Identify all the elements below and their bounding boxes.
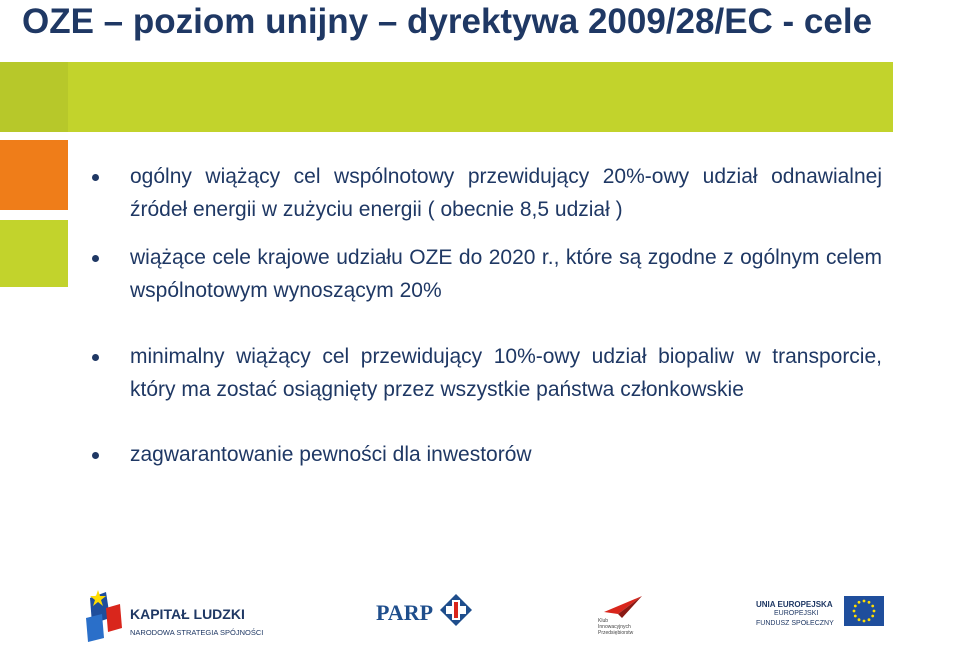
bullet-text: wiążące cele krajowe udziału OZE do 2020 r., które są zgodne z ogólnym celem wspólnotowym wynoszącym 20% [130, 246, 882, 302]
kapital-ludzki-emblem-icon [80, 588, 124, 644]
parp-emblem-icon [438, 592, 474, 628]
bullet-item [92, 160, 882, 226]
footer-logos [0, 580, 960, 649]
bullet-dot-icon [92, 452, 99, 459]
slide-title: OZE – poziom unijny – dyrektywa 2009/28/EC - cele [22, 2, 873, 41]
eu-line2: EUROPEJSKI [774, 610, 819, 617]
eu-line1: UNIA EUROPEJSKA [756, 600, 833, 609]
bullet-text: minimalny wiążący cel przewidujący 10%-owy udział biopaliw w transporcie, który ma zostać osiągnięty przez wszystkie państwa członkowskie [130, 345, 882, 401]
kapital-ludzki-subtitle: NARODOWA STRATEGIA SPÓJNOŚCI [130, 628, 264, 637]
bullet-dot-icon [92, 255, 99, 262]
green-side-block [0, 220, 68, 287]
bullet-dot-icon [92, 354, 99, 361]
orange-side-block [0, 140, 68, 210]
bullet-item [92, 438, 882, 471]
klub-text: Klub Innowacyjnych Przedsiębiorstw [598, 618, 634, 636]
klub-logo [598, 592, 648, 640]
eu-line3: FUNDUSZ SPOŁECZNY [756, 620, 834, 627]
eu-logo [756, 592, 886, 638]
eu-flag-icon [844, 596, 884, 626]
paper-plane-icon [600, 592, 644, 618]
green-header-band [0, 62, 893, 132]
green-header-band-accent [0, 62, 68, 132]
bullet-text: ogólny wiążący cel wspólnotowy przewidujący 20%-owy udział odnawialnej źródeł energii w zużyciu energii ( obecnie 8,5 udział ) [130, 165, 882, 221]
kapital-ludzki-logo [80, 588, 280, 644]
bullet-list [92, 160, 882, 471]
parp-name: PARP [376, 600, 434, 625]
bullet-item [92, 241, 882, 307]
parp-logo [376, 590, 476, 630]
bullet-text: zagwarantowanie pewności dla inwestorów [130, 443, 532, 466]
bullet-item [92, 340, 882, 406]
bullet-dot-icon [92, 174, 99, 181]
kapital-ludzki-name: KAPITAŁ LUDZKI [130, 606, 245, 622]
